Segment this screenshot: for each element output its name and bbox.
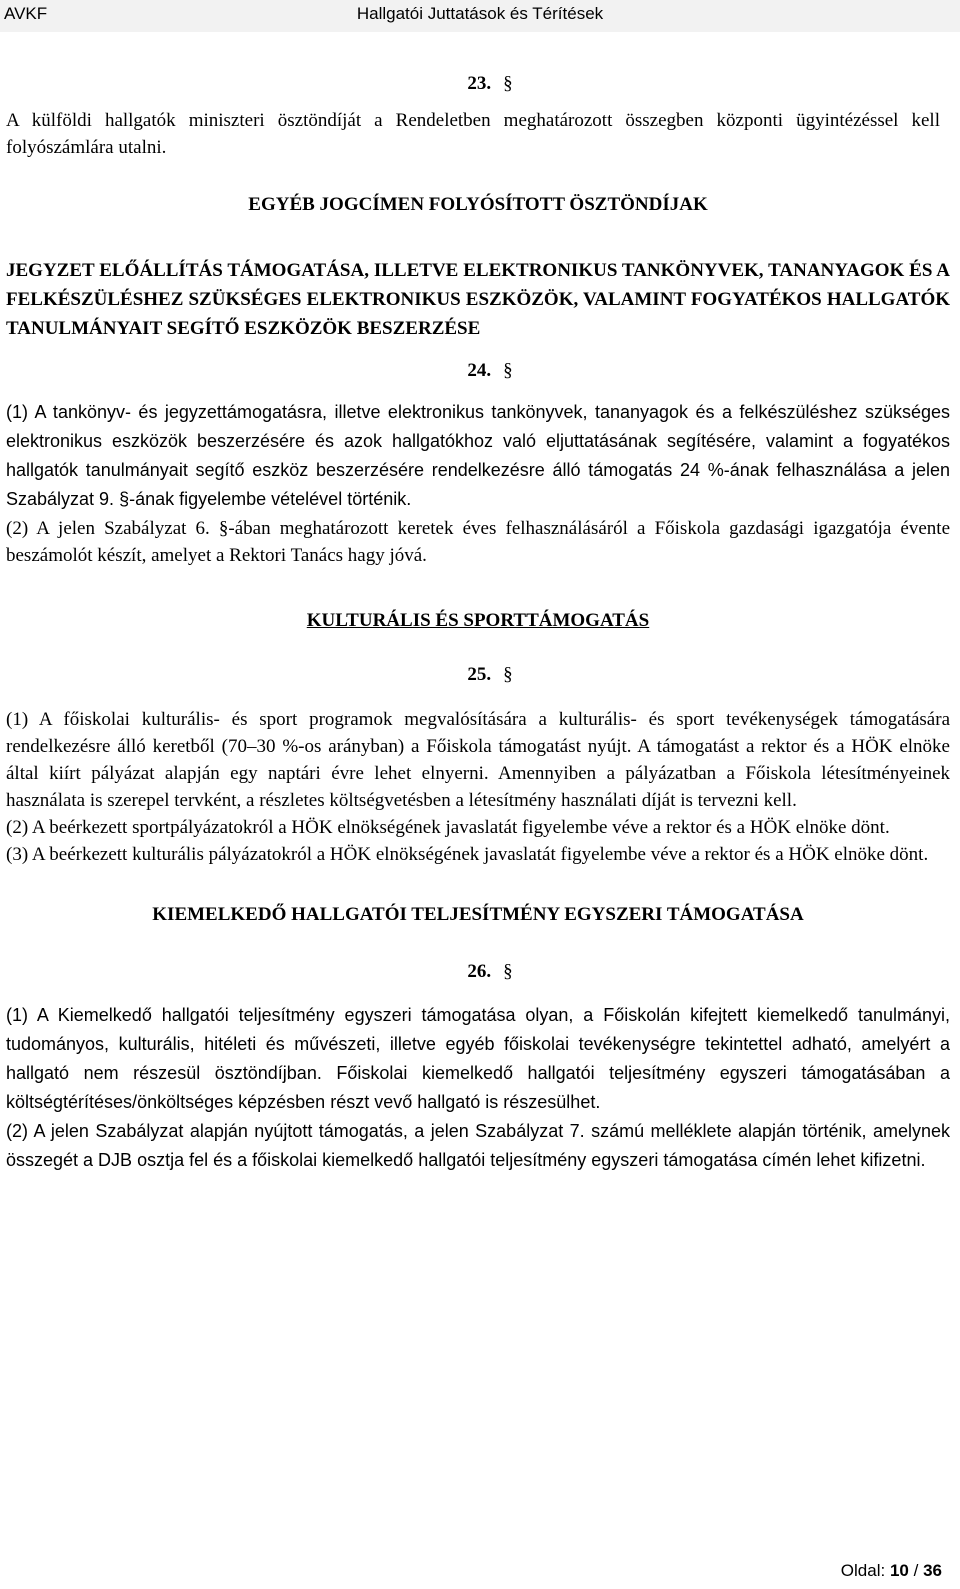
section-26-paragraph-2: (2) A jelen Szabályzat alapján nyújtott támogatás, a jelen Szabályzat 7. számú melléklete alapján történik, amelynek összegét a DJB osztja fel és a főiskolai kiemelkedő hallgatói teljesítmény egyszeri támogatása címén lehet kifizetni. xyxy=(6,1121,950,1170)
footer-total-pages: 36 xyxy=(923,1561,942,1580)
section-24-paragraph-1: (1) A tankönyv- és jegyzettámogatásra, illetve elektronikus tankönyvek, tananyagok és a felkészüléshez szükséges elektronikus eszközök beszerzésére és azok hallgatókhoz való eljuttatásának segítésére, valamint a fogyatékos hallgatók tanulmányait segítő eszköz beszerzésére rendelkezésre álló támogatás 24 %-ának felhasználása a jelen Szabályzat 9. §-ának figyelembe vételével történik. xyxy=(6,402,950,509)
footer-page-number: 10 xyxy=(889,1561,909,1580)
header-title: Hallgatói Juttatások és Térítések xyxy=(356,4,604,23)
section-25-number: 25. § xyxy=(467,664,513,685)
document-body xyxy=(6,60,950,1175)
section-24-paragraph-2: (2) A jelen Szabályzat 6. §-ában meghatározott keretek éves felhasználásáról a Főiskola gazdasági igazgatója évente beszámolót készít, amelyet a Rektori Tanács hagy jóvá. xyxy=(6,518,950,566)
section-25-paragraph-1: (1) A főiskolai kulturális- és sport programok megvalósítására a kulturális- és sport tevékenységek támogatására rendelkezésre álló keretből (70–30 %-os arányban) a Főiskola támogatást nyújt. A támogatást a rektor és a HÖK elnöke által kiírt pályázat alapján egy naptári évre lehet elnyerni. Amennyiben a pályázatban a Főiskola létesítményeinek használata is szerepel tervként, a részletes költségvetésben a létesítmény használati díját is tervezni kell. xyxy=(6,709,950,811)
page-header xyxy=(0,0,960,32)
heading-egyeb-jogcimen: EGYÉB JOGCÍMEN FOLYÓSÍTOTT ÖSZTÖNDÍJAK xyxy=(248,194,708,215)
section-25-paragraph-2: (2) A beérkezett sportpályázatokról a HÖK elnökségének javaslatát figyelembe véve a rektor és a HÖK elnöke dönt. xyxy=(6,817,890,838)
section-24-number: 24. § xyxy=(467,360,513,381)
section-26-number: 26. § xyxy=(467,961,513,982)
heading-jegyzet-eloallitas: JEGYZET ELŐÁLLÍTÁS TÁMOGATÁSA, ILLETVE ELEKTRONIKUS TANKÖNYVEK, TANANYAGOK ÉS A FELKÉSZÜLÉSHEZ SZÜKSÉGES ELEKTRONIKUS ESZKÖZÖK, VALAMINT FOGYATÉKOS HALLGATÓK TANULMÁNYAIT SEGÍTŐ ESZKÖZÖK BESZERZÉSE xyxy=(6,260,950,339)
section-23-number: 23. § xyxy=(467,73,513,94)
heading-kiemelkedo: KIEMELKEDŐ HALLGATÓI TELJESÍTMÉNY EGYSZERI TÁMOGATÁSA xyxy=(152,904,804,925)
heading-kulturalis: KULTURÁLIS ÉS SPORTTÁMOGATÁS xyxy=(306,610,650,631)
header-left: AVKF xyxy=(4,4,48,23)
section-26-paragraph-1: (1) A Kiemelkedő hallgatói teljesítmény egyszeri támogatása olyan, a Főiskolán kifejtett kiemelkedő tanulmányi, tudományos, kulturális, hitéleti és művészeti, illetve egyéb főiskolai tevékenységre tekintettel adható, amelyért a hallgató nem részesül ösztöndíjban. Főiskolai kiemelkedő hallgatói teljesítmény egyszeri támogatásában a költségtérítéses/önköltséges képzésben részt vevő hallgató is részesülhet. xyxy=(6,1005,950,1112)
footer-separator: / xyxy=(913,1561,919,1580)
section-23-text: A külföldi hallgatók miniszteri ösztöndíját a Rendeletben meghatározott összegben központi ügyintézéssel kell folyószámlára utalni. xyxy=(6,110,940,158)
page-footer xyxy=(841,1561,942,1581)
footer-label: Oldal: xyxy=(840,1561,886,1580)
section-25-paragraph-3: (3) A beérkezett kulturális pályázatokról a HÖK elnökségének javaslatát figyelembe véve a rektor és a HÖK elnöke dönt. xyxy=(6,844,929,865)
